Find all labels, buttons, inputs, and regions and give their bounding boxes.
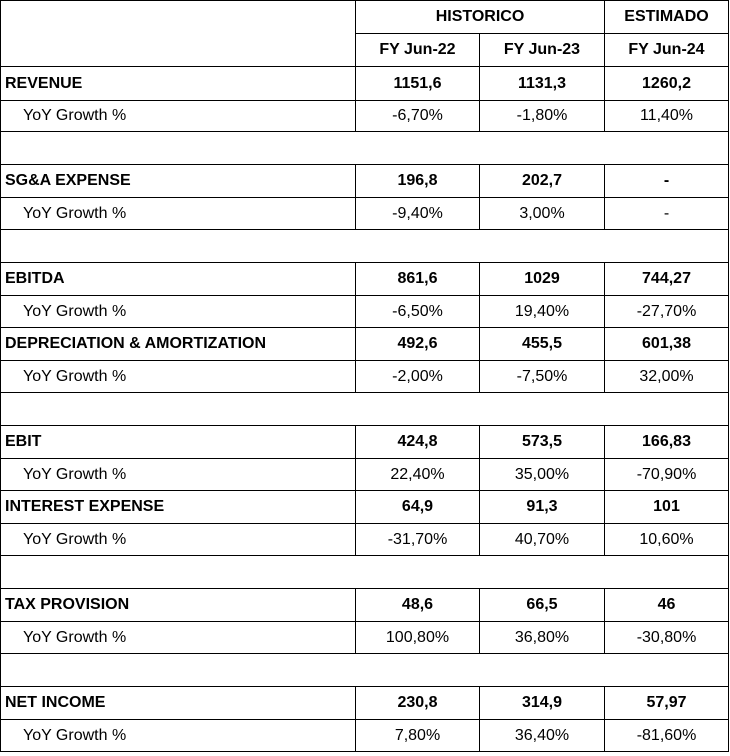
cell-fy23: -7,50% [480, 361, 605, 393]
table-row-interest-expense [1, 491, 729, 524]
table-row-ebitda [1, 263, 729, 296]
spacer-row [1, 230, 729, 263]
cell-fy23: 573,5 [480, 426, 605, 459]
spacer-row [1, 556, 729, 589]
cell-fy23: 1029 [480, 263, 605, 296]
spacer-row [1, 393, 729, 426]
cell-fy22: 48,6 [356, 589, 480, 622]
row-label: YoY Growth % [1, 622, 356, 654]
cell-fy23: 91,3 [480, 491, 605, 524]
row-label: EBITDA [1, 263, 356, 296]
cell-fy22: -6,50% [356, 296, 480, 328]
table-row-ebit-yoy [1, 459, 729, 491]
cell-fy22: 196,8 [356, 165, 480, 198]
spacer-row [1, 132, 729, 165]
table-row-revenue [1, 67, 729, 101]
cell-fy24: 32,00% [605, 361, 729, 393]
cell-fy24: - [605, 165, 729, 198]
cell-fy23: 35,00% [480, 459, 605, 491]
cell-fy24: - [605, 198, 729, 230]
cell-fy24: 101 [605, 491, 729, 524]
cell-fy24: 1260,2 [605, 67, 729, 101]
cell-fy24: -70,90% [605, 459, 729, 491]
column-header-fy23: FY Jun-23 [480, 34, 605, 67]
header-group-row [1, 1, 729, 34]
row-label: YoY Growth % [1, 459, 356, 491]
table-row-da-yoy [1, 361, 729, 393]
header-corner-cell [1, 1, 356, 67]
row-label: EBIT [1, 426, 356, 459]
table-row-ebit [1, 426, 729, 459]
cell-fy22: 492,6 [356, 328, 480, 361]
row-label: REVENUE [1, 67, 356, 101]
table-row-revenue-yoy [1, 101, 729, 132]
cell-fy24: 11,40% [605, 101, 729, 132]
cell-fy24: 10,60% [605, 524, 729, 556]
cell-fy24: 601,38 [605, 328, 729, 361]
cell-fy22: 424,8 [356, 426, 480, 459]
table-row-tax-yoy [1, 622, 729, 654]
row-label: YoY Growth % [1, 198, 356, 230]
row-label: YoY Growth % [1, 720, 356, 752]
cell-fy22: 64,9 [356, 491, 480, 524]
cell-fy22: 1151,6 [356, 67, 480, 101]
table-row-net-income [1, 687, 729, 720]
cell-fy23: 36,80% [480, 622, 605, 654]
table-row-tax-provision [1, 589, 729, 622]
row-label: TAX PROVISION [1, 589, 356, 622]
table-row-interest-yoy [1, 524, 729, 556]
row-label: YoY Growth % [1, 361, 356, 393]
cell-fy23: 40,70% [480, 524, 605, 556]
cell-fy22: 861,6 [356, 263, 480, 296]
cell-fy22: 7,80% [356, 720, 480, 752]
table-row-net-income-yoy [1, 720, 729, 752]
cell-fy23: 455,5 [480, 328, 605, 361]
cell-fy24: -27,70% [605, 296, 729, 328]
row-label: DEPRECIATION & AMORTIZATION [1, 328, 356, 361]
table-row-ebitda-yoy [1, 296, 729, 328]
row-label: YoY Growth % [1, 296, 356, 328]
row-label: SG&A EXPENSE [1, 165, 356, 198]
header-estimated: ESTIMADO [605, 1, 729, 34]
cell-fy22: -31,70% [356, 524, 480, 556]
cell-fy24: 57,97 [605, 687, 729, 720]
cell-fy24: 744,27 [605, 263, 729, 296]
cell-fy22: -6,70% [356, 101, 480, 132]
cell-fy22: 230,8 [356, 687, 480, 720]
cell-fy22: 100,80% [356, 622, 480, 654]
table-row-depreciation-amortization [1, 328, 729, 361]
row-label: INTEREST EXPENSE [1, 491, 356, 524]
header-historic: HISTORICO [356, 1, 605, 34]
table-row-sga [1, 165, 729, 198]
cell-fy22: -2,00% [356, 361, 480, 393]
column-header-fy22: FY Jun-22 [356, 34, 480, 67]
cell-fy24: -81,60% [605, 720, 729, 752]
cell-fy22: -9,40% [356, 198, 480, 230]
cell-fy22: 22,40% [356, 459, 480, 491]
row-label: NET INCOME [1, 687, 356, 720]
cell-fy23: 36,40% [480, 720, 605, 752]
table-row-sga-yoy [1, 198, 729, 230]
column-header-fy24: FY Jun-24 [605, 34, 729, 67]
cell-fy24: 46 [605, 589, 729, 622]
cell-fy24: 166,83 [605, 426, 729, 459]
cell-fy23: 19,40% [480, 296, 605, 328]
cell-fy23: 1131,3 [480, 67, 605, 101]
cell-fy23: 202,7 [480, 165, 605, 198]
spacer-row [1, 654, 729, 687]
row-label: YoY Growth % [1, 524, 356, 556]
cell-fy23: 314,9 [480, 687, 605, 720]
cell-fy23: 66,5 [480, 589, 605, 622]
cell-fy23: -1,80% [480, 101, 605, 132]
cell-fy24: -30,80% [605, 622, 729, 654]
cell-fy23: 3,00% [480, 198, 605, 230]
row-label: YoY Growth % [1, 101, 356, 132]
